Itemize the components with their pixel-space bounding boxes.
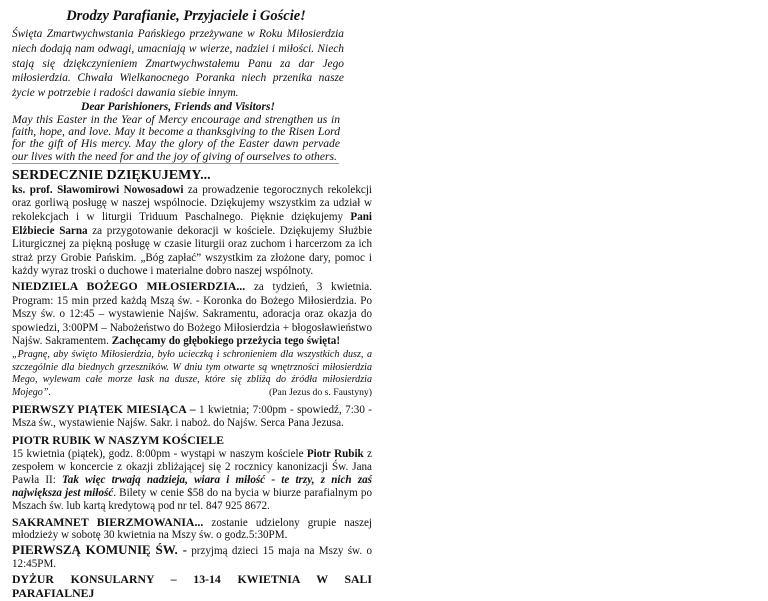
english-greeting-title: Dear Parishioners, Friends and Visitors! — [81, 100, 275, 113]
quote-source: (Pan Jezus do s. Faustyny) — [268, 386, 372, 398]
first-communion-paragraph: PIERWSZĄ KOMUNIĘ ŚW. - przyjmą dzieci 15 maja na Mszy św. o 12:45PM. — [12, 542, 372, 571]
thanks-paragraph: ks. prof. Sławomirowi Nowosadowi za prowadzenie tegorocznych rekolekcji oraz gorliwą posługę w naszej wspólnocie. Dziękujemy wszystkim za udział w rekolekcjach i w liturgii Triduum Paschalnego. Pięknie dziękujemy Pani Elżbiecie Sarna za przygotowanie dekoracji w kościele. Dziękujemy Służbie Liturgicznej za piękną posługę w czasie liturgii oraz zuchom i harcerzom za ich straż przy Grobie Pańskim. „Bóg zapłać” wszystkim za złożone dary, pomoc i każdy wyraz troski o duchowe i materialne dobro naszej wspólnoty. — [12, 183, 372, 278]
thanks-heading: SERDECZNIE DZIĘKUJEMY... — [12, 167, 211, 183]
divine-mercy-encouragement: Zachęcamy do głębokiego przeżycia tego święta! — [111, 335, 341, 348]
concert-paragraph: 15 kwietnia (piątek), godz. 8:00pm - wystąpi w naszym kościele Piotr Rubik z zespołem w koncercie z okazji zbliżającej się 2 rocznicy kanonizacji Św. Jana Pawła II: Tak więc trwają nadzieja, wiara i miłość - te trzy, z nich zaś największa jest miłość. Bilety w cenie $58 do na bycia w biurze parafialnym po Mszach św. lub kartą kredytową pod nr tel. 847 925 8672. — [12, 448, 373, 512]
thanks-decoration-name: Pani Elżbiecie Sarna — [12, 210, 372, 237]
concert-heading: PIOTR RUBIK W NASZYM KOŚCIELE — [12, 433, 224, 448]
english-greeting-body: May this Easter in the Year of Mercy encourage and strengthen us in faith, hope, and love. May it become a thanksgiving to the Risen Lord for the gift of His mercy. May the glory of the Easter dawn pervade our lives with the need for and the joy of giving of ourselves to others. — [12, 112, 340, 163]
thanks-lead-name: ks. prof. Sławomirowi Nowosadowi — [12, 183, 184, 196]
section-divider — [12, 163, 339, 164]
bulletin-page — [12, 8, 768, 601]
first-friday-paragraph: PIERWSZY PIĄTEK MIESIĄCA – 1 kwietnia; 7:00pm - spowiedź, 7:30 - Msza św., wystawienie Najśw. Sakr. i naboż. do Najśw. Serca Pana Jezusa. — [12, 402, 372, 430]
consular-heading: DYŻUR KONSULARNY – 13-14 KWIETNIA W SALI PARAFIALNEJ — [12, 572, 372, 601]
divine-mercy-heading: NIEDZIELA BOŻEGO MIŁOSIERDZIA... — [12, 278, 246, 293]
confirmation-heading: SAKRAMNET BIERZMOWANIA... — [12, 514, 204, 529]
divine-mercy-paragraph: NIEDZIELA BOŻEGO MIŁOSIERDZIA... za tydzień, 3 kwietnia. Program: 15 min przed każdą Mszą św. - Koronka do Bożego Miłosierdzia. Po Mszy św. o 12:45 – wystawienie Najśw. Sakramentu, adoracja oraz okazja do spowiedzi, 3:00PM – Nabożeństwo do Bożego Miłosierdzia + błogosławieństwo Najśw. Sakramentem. Zachęcamy do głębokiego przeżycia tego święta! — [12, 278, 372, 348]
concert-heading-line — [12, 434, 372, 448]
confirmation-paragraph: SAKRAMNET BIERZMOWANIA... zostanie udzielony grupie naszej młodzieży w sobotę 30 kwietnia na Mszy św. o godz.5:30PM. — [12, 514, 372, 542]
concert-artist: Piotr Rubik — [306, 448, 364, 461]
first-communion-heading: PIERWSZĄ KOMUNIĘ ŚW. - — [12, 542, 187, 558]
consular-paragraph — [12, 573, 372, 601]
polish-greeting-title: Drodzy Parafianie, Przyjaciele i Goście! — [66, 8, 306, 24]
concert-title: Tak więc trwają nadzieja, wiara i miłość - te trzy, z nich zaś największa jest miłość — [12, 473, 373, 499]
first-friday-heading: PIERWSZY PIĄTEK MIESIĄCA – — [12, 402, 196, 417]
polish-greeting-body: Święta Zmartwychwstania Pańskiego przeżywane w Roku Miłosierdzia niech dodają nam odwagi, umacniają w wierze, nadziei i miłości. Niech stają się dziękczynieniem Zmartwychwstałemu Panu za dar Jego miłosierdzia. Chwała Wielkanocnego Poranka niech przenika nasze życie w potrzebie i radości dawania siebie innym. — [12, 28, 344, 100]
faustyna-quote: „Pragnę, aby święto Miłosierdzia, było ucieczką i schronieniem dla wszystkich dusz, a szczególnie dla biednych grzeszników. W dniu tym otwarte są wnętrzności miłosierdzia Mego, wylewam całe morze łask na dusze, które się zbliżą do źródła miłosierdzia Mojego”. (Pan Jezus do s. Faustyny) — [12, 348, 372, 398]
